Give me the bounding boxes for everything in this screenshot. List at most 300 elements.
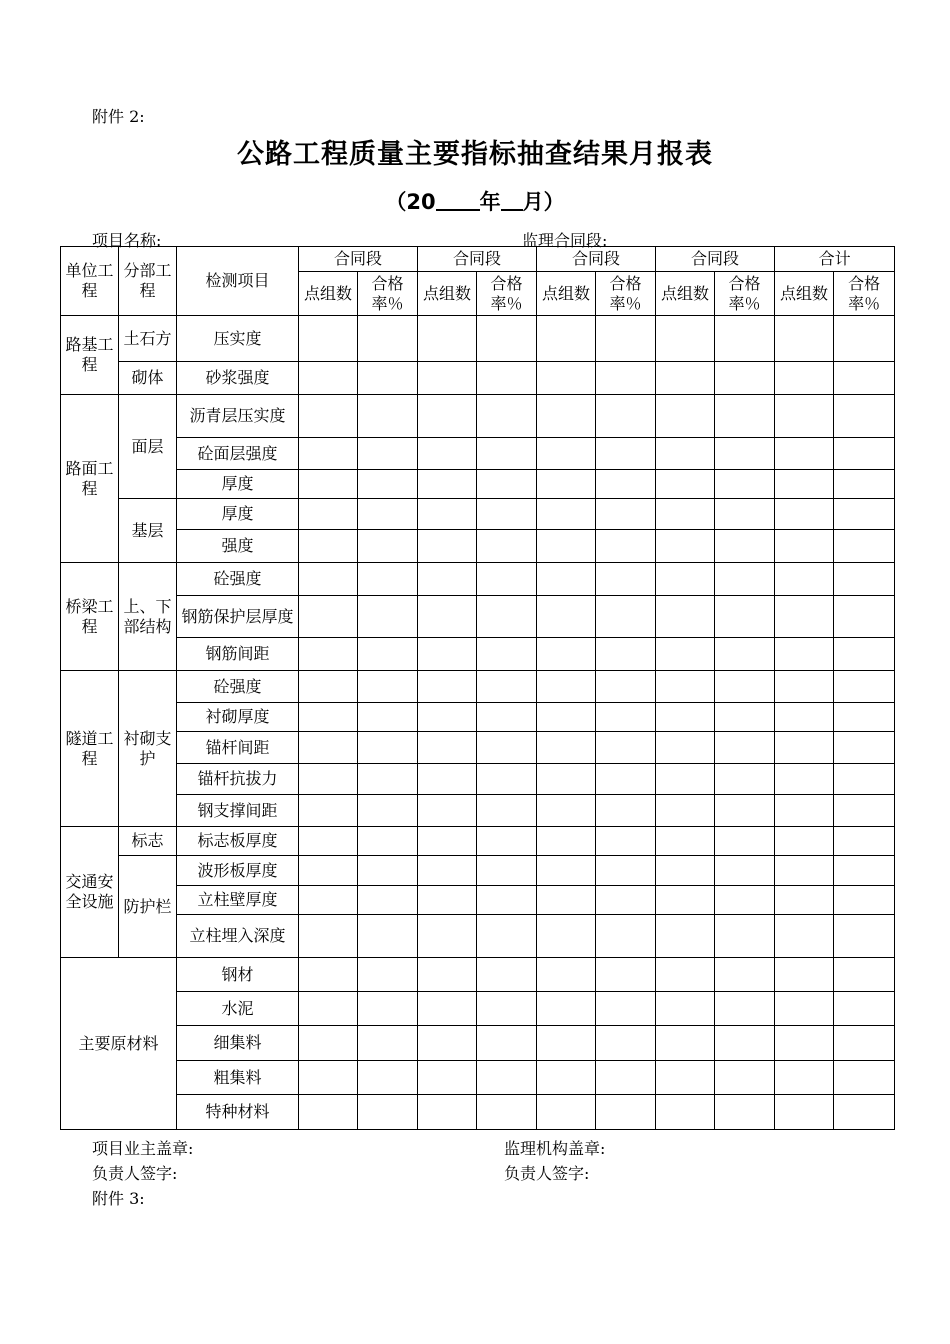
- test-item-cell: 特种材料: [177, 1095, 299, 1130]
- data-entry-cell[interactable]: [358, 1095, 418, 1130]
- data-entry-cell[interactable]: [299, 915, 358, 958]
- data-entry-cell[interactable]: [299, 596, 358, 638]
- data-entry-cell[interactable]: [358, 764, 418, 795]
- period-open: （20: [385, 190, 436, 214]
- data-entry-cell[interactable]: [834, 638, 895, 671]
- data-entry-cell[interactable]: [537, 470, 596, 499]
- data-entry-cell[interactable]: [537, 638, 596, 671]
- data-entry-cell[interactable]: [537, 596, 596, 638]
- data-entry-cell[interactable]: [358, 563, 418, 596]
- data-entry-cell[interactable]: [656, 764, 715, 795]
- data-entry-cell[interactable]: [537, 795, 596, 827]
- data-entry-cell[interactable]: [596, 316, 656, 362]
- data-entry-cell[interactable]: [834, 671, 895, 703]
- data-entry-cell[interactable]: [596, 886, 656, 915]
- data-entry-cell[interactable]: [477, 856, 537, 886]
- data-entry-cell[interactable]: [715, 530, 775, 563]
- data-entry-cell[interactable]: [775, 795, 834, 827]
- data-entry-cell[interactable]: [656, 438, 715, 470]
- data-entry-cell[interactable]: [775, 703, 834, 732]
- data-entry-cell[interactable]: [596, 499, 656, 530]
- data-entry-cell[interactable]: [775, 362, 834, 395]
- data-entry-cell[interactable]: [656, 638, 715, 671]
- data-entry-cell[interactable]: [537, 827, 596, 856]
- data-entry-cell[interactable]: [299, 638, 358, 671]
- table-row: [61, 530, 895, 563]
- data-entry-cell[interactable]: [596, 915, 656, 958]
- data-entry-cell[interactable]: [834, 732, 895, 764]
- data-entry-cell[interactable]: [775, 958, 834, 992]
- sub-project-cell: 面层: [119, 395, 177, 499]
- data-entry-cell[interactable]: [715, 671, 775, 703]
- data-entry-cell[interactable]: [775, 1026, 834, 1061]
- data-entry-cell[interactable]: [656, 703, 715, 732]
- data-entry-cell[interactable]: [596, 992, 656, 1026]
- data-entry-cell[interactable]: [775, 438, 834, 470]
- unit-project-cell: 交通安全设施: [61, 827, 119, 958]
- data-entry-cell[interactable]: [834, 827, 895, 856]
- data-entry-cell[interactable]: [358, 856, 418, 886]
- data-entry-cell[interactable]: [715, 438, 775, 470]
- data-entry-cell[interactable]: [775, 563, 834, 596]
- table-row: [61, 596, 895, 638]
- data-entry-cell[interactable]: [656, 856, 715, 886]
- header-pass-rate: 合格率％: [596, 272, 656, 316]
- data-entry-cell[interactable]: [477, 732, 537, 764]
- data-entry-cell[interactable]: [418, 563, 477, 596]
- data-entry-cell[interactable]: [418, 530, 477, 563]
- data-entry-cell[interactable]: [834, 795, 895, 827]
- data-entry-cell[interactable]: [537, 316, 596, 362]
- data-entry-cell[interactable]: [656, 992, 715, 1026]
- test-item-cell: 砼强度: [177, 563, 299, 596]
- data-entry-cell[interactable]: [358, 827, 418, 856]
- supervisor-sign-label: 负责人签字:: [504, 1164, 590, 1183]
- data-entry-cell[interactable]: [834, 499, 895, 530]
- data-entry-cell[interactable]: [715, 1026, 775, 1061]
- data-entry-cell[interactable]: [299, 1026, 358, 1061]
- data-entry-cell[interactable]: [596, 530, 656, 563]
- table-row: [61, 732, 895, 764]
- data-entry-cell[interactable]: [537, 530, 596, 563]
- data-entry-cell[interactable]: [299, 856, 358, 886]
- data-entry-cell[interactable]: [299, 316, 358, 362]
- data-entry-cell[interactable]: [834, 886, 895, 915]
- data-entry-cell[interactable]: [418, 438, 477, 470]
- data-entry-cell[interactable]: [596, 1095, 656, 1130]
- table-row: [61, 703, 895, 732]
- data-entry-cell[interactable]: [477, 795, 537, 827]
- data-entry-cell[interactable]: [715, 915, 775, 958]
- data-entry-cell[interactable]: [358, 470, 418, 499]
- header-points: 点组数: [537, 272, 596, 316]
- header-contract-section: 合同段: [418, 247, 537, 272]
- data-entry-cell[interactable]: [418, 596, 477, 638]
- table-row: [61, 499, 895, 530]
- data-entry-cell[interactable]: [715, 316, 775, 362]
- data-entry-cell[interactable]: [418, 958, 477, 992]
- header-points: 点组数: [656, 272, 715, 316]
- table-row: [61, 1061, 895, 1095]
- data-entry-cell[interactable]: [537, 915, 596, 958]
- data-entry-cell[interactable]: [537, 1026, 596, 1061]
- data-entry-cell[interactable]: [537, 438, 596, 470]
- data-entry-cell[interactable]: [537, 499, 596, 530]
- data-entry-cell[interactable]: [418, 638, 477, 671]
- data-entry-cell[interactable]: [477, 530, 537, 563]
- data-entry-cell[interactable]: [715, 703, 775, 732]
- data-entry-cell[interactable]: [775, 764, 834, 795]
- data-entry-cell[interactable]: [477, 638, 537, 671]
- data-entry-cell[interactable]: [656, 596, 715, 638]
- data-entry-cell[interactable]: [596, 671, 656, 703]
- data-entry-cell[interactable]: [358, 671, 418, 703]
- data-entry-cell[interactable]: [775, 915, 834, 958]
- data-entry-cell[interactable]: [358, 638, 418, 671]
- table-row: [61, 563, 895, 596]
- data-entry-cell[interactable]: [596, 1061, 656, 1095]
- data-entry-cell[interactable]: [715, 886, 775, 915]
- data-entry-cell[interactable]: [834, 856, 895, 886]
- data-entry-cell[interactable]: [775, 638, 834, 671]
- header-points: 点组数: [299, 272, 358, 316]
- data-entry-cell[interactable]: [358, 530, 418, 563]
- data-entry-cell[interactable]: [834, 958, 895, 992]
- data-entry-cell[interactable]: [715, 992, 775, 1026]
- test-item-cell: 沥青层压实度: [177, 395, 299, 438]
- data-entry-cell[interactable]: [418, 470, 477, 499]
- data-entry-cell[interactable]: [834, 596, 895, 638]
- data-entry-cell[interactable]: [299, 1061, 358, 1095]
- data-entry-cell[interactable]: [299, 362, 358, 395]
- data-entry-cell[interactable]: [358, 732, 418, 764]
- data-entry-cell[interactable]: [537, 856, 596, 886]
- data-entry-cell[interactable]: [477, 596, 537, 638]
- data-entry-cell[interactable]: [775, 499, 834, 530]
- data-entry-cell[interactable]: [418, 856, 477, 886]
- data-entry-cell[interactable]: [775, 886, 834, 915]
- table-row: [61, 915, 895, 958]
- data-entry-cell[interactable]: [656, 1026, 715, 1061]
- data-entry-cell[interactable]: [358, 992, 418, 1026]
- sub-project-cell: 标志: [119, 827, 177, 856]
- data-entry-cell[interactable]: [299, 992, 358, 1026]
- data-entry-cell[interactable]: [775, 530, 834, 563]
- data-entry-cell[interactable]: [299, 827, 358, 856]
- unit-project-cell: 主要原材料: [61, 958, 177, 1130]
- data-entry-cell[interactable]: [537, 395, 596, 438]
- data-entry-cell[interactable]: [715, 499, 775, 530]
- data-entry-cell[interactable]: [656, 958, 715, 992]
- data-entry-cell[interactable]: [418, 1095, 477, 1130]
- data-entry-cell[interactable]: [834, 438, 895, 470]
- unit-project-cell: 路基工程: [61, 316, 119, 395]
- test-item-cell: 强度: [177, 530, 299, 563]
- test-item-cell: 锚杆间距: [177, 732, 299, 764]
- sub-project-cell: 砌体: [119, 362, 177, 395]
- data-entry-cell[interactable]: [477, 703, 537, 732]
- header-pass-rate: 合格率％: [477, 272, 537, 316]
- data-entry-cell[interactable]: [418, 992, 477, 1026]
- data-entry-cell[interactable]: [477, 316, 537, 362]
- table-row: [61, 795, 895, 827]
- data-entry-cell[interactable]: [715, 1095, 775, 1130]
- table-row: [61, 395, 895, 438]
- data-entry-cell[interactable]: [656, 530, 715, 563]
- data-entry-cell[interactable]: [656, 1095, 715, 1130]
- data-entry-cell[interactable]: [596, 703, 656, 732]
- table-row: [61, 316, 895, 362]
- data-entry-cell[interactable]: [358, 499, 418, 530]
- data-entry-cell[interactable]: [299, 958, 358, 992]
- data-entry-cell[interactable]: [834, 362, 895, 395]
- data-entry-cell[interactable]: [715, 1061, 775, 1095]
- data-entry-cell[interactable]: [537, 764, 596, 795]
- data-entry-cell[interactable]: [299, 764, 358, 795]
- test-item-cell: 立柱埋入深度: [177, 915, 299, 958]
- data-entry-cell[interactable]: [418, 395, 477, 438]
- data-entry-cell[interactable]: [477, 915, 537, 958]
- data-entry-cell[interactable]: [596, 596, 656, 638]
- year-blank: [436, 189, 480, 211]
- data-entry-cell[interactable]: [596, 1026, 656, 1061]
- data-entry-cell[interactable]: [834, 316, 895, 362]
- data-entry-cell[interactable]: [477, 886, 537, 915]
- data-entry-cell[interactable]: [537, 1095, 596, 1130]
- table-row: [61, 886, 895, 915]
- data-entry-cell[interactable]: [834, 1095, 895, 1130]
- data-entry-cell[interactable]: [537, 671, 596, 703]
- data-entry-cell[interactable]: [299, 470, 358, 499]
- data-entry-cell[interactable]: [834, 470, 895, 499]
- data-entry-cell[interactable]: [358, 362, 418, 395]
- data-entry-cell[interactable]: [596, 958, 656, 992]
- data-entry-cell[interactable]: [834, 1026, 895, 1061]
- data-entry-cell[interactable]: [775, 671, 834, 703]
- data-entry-cell[interactable]: [358, 703, 418, 732]
- data-entry-cell[interactable]: [358, 915, 418, 958]
- table-row: [61, 671, 895, 703]
- data-entry-cell[interactable]: [299, 438, 358, 470]
- owner-seal-label: 项目业主盖章:: [92, 1139, 194, 1158]
- data-entry-cell[interactable]: [775, 1095, 834, 1130]
- data-entry-cell[interactable]: [299, 671, 358, 703]
- data-entry-cell[interactable]: [656, 886, 715, 915]
- data-entry-cell[interactable]: [477, 563, 537, 596]
- header-unit-project: 单位工程: [61, 247, 119, 316]
- data-entry-cell[interactable]: [299, 886, 358, 915]
- data-entry-cell[interactable]: [477, 958, 537, 992]
- header-sub-project: 分部工程: [119, 247, 177, 316]
- data-entry-cell[interactable]: [299, 499, 358, 530]
- data-entry-cell[interactable]: [418, 764, 477, 795]
- data-entry-cell[interactable]: [299, 563, 358, 596]
- data-entry-cell[interactable]: [477, 1061, 537, 1095]
- data-entry-cell[interactable]: [715, 470, 775, 499]
- data-entry-cell[interactable]: [477, 362, 537, 395]
- data-entry-cell[interactable]: [775, 316, 834, 362]
- data-entry-cell[interactable]: [418, 671, 477, 703]
- test-item-cell: 砼强度: [177, 671, 299, 703]
- data-entry-cell[interactable]: [656, 470, 715, 499]
- data-entry-cell[interactable]: [715, 362, 775, 395]
- data-entry-cell[interactable]: [477, 1026, 537, 1061]
- data-entry-cell[interactable]: [775, 992, 834, 1026]
- data-entry-cell[interactable]: [656, 795, 715, 827]
- data-entry-cell[interactable]: [358, 395, 418, 438]
- data-entry-cell[interactable]: [834, 992, 895, 1026]
- data-entry-cell[interactable]: [418, 795, 477, 827]
- data-entry-cell[interactable]: [834, 915, 895, 958]
- data-entry-cell[interactable]: [596, 563, 656, 596]
- data-entry-cell[interactable]: [775, 827, 834, 856]
- data-entry-cell[interactable]: [596, 438, 656, 470]
- data-entry-cell[interactable]: [358, 316, 418, 362]
- data-entry-cell[interactable]: [418, 915, 477, 958]
- header-pass-rate: 合格率％: [834, 272, 895, 316]
- data-entry-cell[interactable]: [775, 596, 834, 638]
- test-item-cell: 砼面层强度: [177, 438, 299, 470]
- data-entry-cell[interactable]: [299, 732, 358, 764]
- data-entry-cell[interactable]: [656, 827, 715, 856]
- data-entry-cell[interactable]: [715, 795, 775, 827]
- data-entry-cell[interactable]: [358, 1061, 418, 1095]
- data-entry-cell[interactable]: [834, 764, 895, 795]
- data-entry-cell[interactable]: [834, 530, 895, 563]
- data-entry-cell[interactable]: [596, 470, 656, 499]
- data-entry-cell[interactable]: [834, 563, 895, 596]
- data-entry-cell[interactable]: [477, 499, 537, 530]
- header-contract-section: 合同段: [299, 247, 418, 272]
- data-entry-cell[interactable]: [596, 856, 656, 886]
- test-item-cell: 粗集料: [177, 1061, 299, 1095]
- data-entry-cell[interactable]: [418, 732, 477, 764]
- data-entry-cell[interactable]: [596, 395, 656, 438]
- data-entry-cell[interactable]: [299, 530, 358, 563]
- data-entry-cell[interactable]: [477, 764, 537, 795]
- data-entry-cell[interactable]: [418, 886, 477, 915]
- data-entry-cell[interactable]: [775, 856, 834, 886]
- data-entry-cell[interactable]: [596, 827, 656, 856]
- table-row: [61, 958, 895, 992]
- data-entry-cell[interactable]: [537, 703, 596, 732]
- data-entry-cell[interactable]: [477, 671, 537, 703]
- data-entry-cell[interactable]: [656, 915, 715, 958]
- table-row: [61, 438, 895, 470]
- table-row: [61, 638, 895, 671]
- data-entry-cell[interactable]: [477, 992, 537, 1026]
- data-entry-cell[interactable]: [358, 438, 418, 470]
- data-entry-cell[interactable]: [715, 958, 775, 992]
- table-row: [61, 470, 895, 499]
- table-row: [61, 992, 895, 1026]
- data-entry-cell[interactable]: [418, 362, 477, 395]
- data-entry-cell[interactable]: [477, 438, 537, 470]
- data-entry-cell[interactable]: [715, 395, 775, 438]
- data-entry-cell[interactable]: [596, 362, 656, 395]
- data-entry-cell[interactable]: [358, 596, 418, 638]
- supervision-section-label: 监理合同段:: [522, 231, 608, 250]
- data-entry-cell[interactable]: [596, 764, 656, 795]
- table-row: [61, 1026, 895, 1061]
- data-entry-cell[interactable]: [358, 886, 418, 915]
- data-entry-cell[interactable]: [715, 596, 775, 638]
- data-entry-cell[interactable]: [596, 732, 656, 764]
- data-entry-cell[interactable]: [358, 958, 418, 992]
- data-entry-cell[interactable]: [596, 795, 656, 827]
- data-entry-cell[interactable]: [656, 499, 715, 530]
- data-entry-cell[interactable]: [656, 671, 715, 703]
- test-item-cell: 厚度: [177, 499, 299, 530]
- sub-project-cell: 土石方: [119, 316, 177, 362]
- data-entry-cell[interactable]: [834, 1061, 895, 1095]
- data-entry-cell[interactable]: [537, 732, 596, 764]
- data-entry-cell[interactable]: [418, 316, 477, 362]
- attachment-label-top: 附件 2:: [92, 107, 145, 126]
- data-entry-cell[interactable]: [656, 362, 715, 395]
- data-entry-cell[interactable]: [418, 499, 477, 530]
- report-table: [60, 246, 895, 1130]
- data-entry-cell[interactable]: [537, 886, 596, 915]
- data-entry-cell[interactable]: [775, 395, 834, 438]
- period-close: 月）: [522, 190, 565, 214]
- data-entry-cell[interactable]: [537, 992, 596, 1026]
- data-entry-cell[interactable]: [358, 1026, 418, 1061]
- header-points: 点组数: [418, 272, 477, 316]
- data-entry-cell[interactable]: [299, 703, 358, 732]
- data-entry-cell[interactable]: [656, 563, 715, 596]
- data-entry-cell[interactable]: [715, 732, 775, 764]
- data-entry-cell[interactable]: [834, 703, 895, 732]
- data-entry-cell[interactable]: [537, 563, 596, 596]
- data-entry-cell[interactable]: [537, 362, 596, 395]
- test-item-cell: 钢筋保护层厚度: [177, 596, 299, 638]
- data-entry-cell[interactable]: [775, 470, 834, 499]
- data-entry-cell[interactable]: [715, 856, 775, 886]
- data-entry-cell[interactable]: [775, 732, 834, 764]
- data-entry-cell[interactable]: [656, 732, 715, 764]
- data-entry-cell[interactable]: [715, 638, 775, 671]
- data-entry-cell[interactable]: [477, 827, 537, 856]
- data-entry-cell[interactable]: [537, 1061, 596, 1095]
- data-entry-cell[interactable]: [418, 703, 477, 732]
- month-blank: [501, 189, 523, 211]
- data-entry-cell[interactable]: [537, 958, 596, 992]
- data-entry-cell[interactable]: [775, 1061, 834, 1095]
- data-entry-cell[interactable]: [299, 1095, 358, 1130]
- data-entry-cell[interactable]: [477, 395, 537, 438]
- data-entry-cell[interactable]: [656, 316, 715, 362]
- data-entry-cell[interactable]: [715, 563, 775, 596]
- data-entry-cell[interactable]: [418, 1026, 477, 1061]
- test-item-cell: 钢材: [177, 958, 299, 992]
- data-entry-cell[interactable]: [299, 795, 358, 827]
- data-entry-cell[interactable]: [418, 1061, 477, 1095]
- data-entry-cell[interactable]: [299, 395, 358, 438]
- data-entry-cell[interactable]: [477, 1095, 537, 1130]
- data-entry-cell[interactable]: [715, 827, 775, 856]
- header-total: 合计: [775, 247, 895, 272]
- data-entry-cell[interactable]: [656, 395, 715, 438]
- data-entry-cell[interactable]: [715, 764, 775, 795]
- data-entry-cell[interactable]: [418, 827, 477, 856]
- table-row: [61, 764, 895, 795]
- data-entry-cell[interactable]: [656, 1061, 715, 1095]
- data-entry-cell[interactable]: [358, 795, 418, 827]
- data-entry-cell[interactable]: [834, 395, 895, 438]
- data-entry-cell[interactable]: [477, 470, 537, 499]
- data-entry-cell[interactable]: [596, 638, 656, 671]
